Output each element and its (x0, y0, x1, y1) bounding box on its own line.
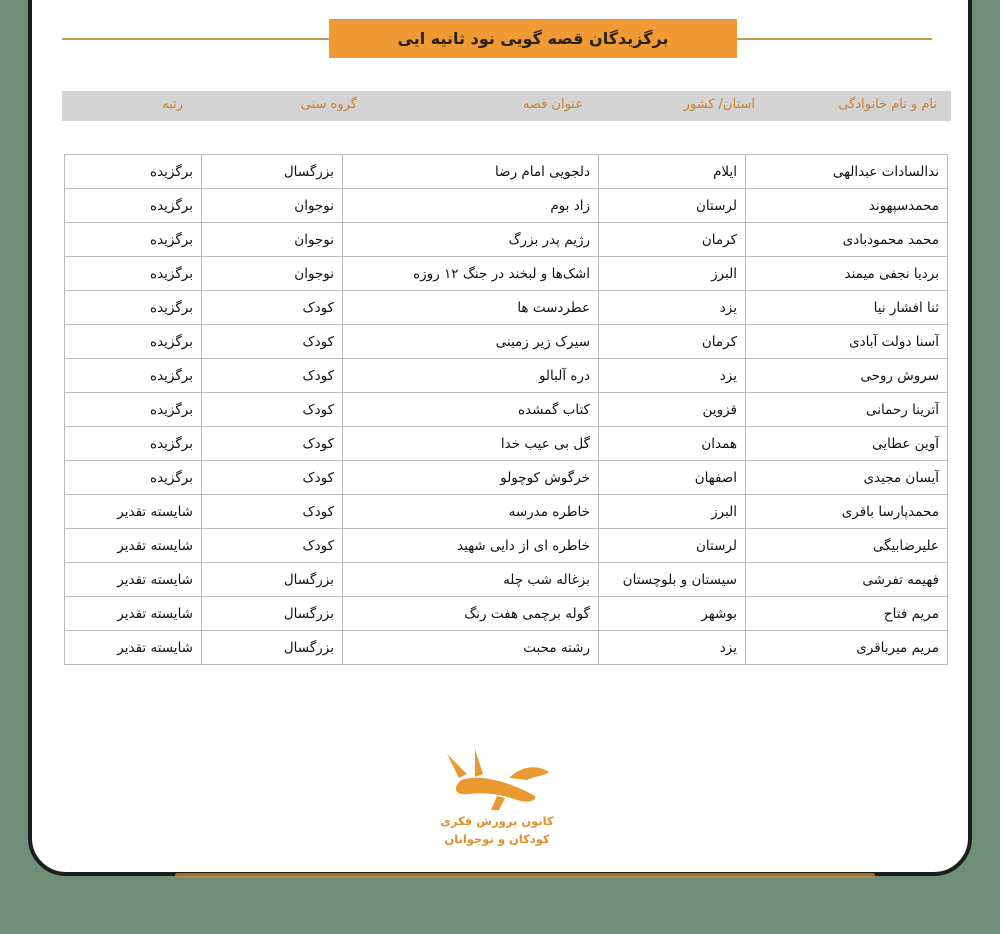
cell-province: البرز (599, 495, 746, 529)
table-row (65, 631, 948, 665)
cell-rank: برگزیده (65, 427, 202, 461)
kanoon-bird-logo-icon (417, 744, 577, 814)
cell-rank: شایسته تقدیر (65, 529, 202, 563)
cell-name: آسنا دولت آبادی (746, 325, 948, 359)
cell-story: گوله برچمی هفت رنگ (343, 597, 599, 631)
cell-province: اصفهان (599, 461, 746, 495)
cell-name: آیسان مجیدی (746, 461, 948, 495)
cell-rank: برگزیده (65, 359, 202, 393)
cell-rank: برگزیده (65, 257, 202, 291)
header-rank: رتبه (162, 97, 183, 112)
table-row (65, 359, 948, 393)
cell-story: بزغاله شب چله (343, 563, 599, 597)
cell-rank: برگزیده (65, 189, 202, 223)
cell-rank: برگزیده (65, 461, 202, 495)
cell-province: سیستان و بلوچستان (599, 563, 746, 597)
table-row (65, 495, 948, 529)
cell-age-group: کودک (202, 393, 343, 427)
cell-story: خرگوش کوچولو (343, 461, 599, 495)
column-header-bar (62, 91, 951, 121)
cell-name: مریم میرباقری (746, 631, 948, 665)
cell-rank: برگزیده (65, 155, 202, 189)
cell-province: یزد (599, 359, 746, 393)
cell-province: همدان (599, 427, 746, 461)
cell-age-group: کودک (202, 529, 343, 563)
cell-province: یزد (599, 291, 746, 325)
header-story: عنوان قصه (522, 97, 583, 112)
cell-name: فهیمه تفرشی (746, 563, 948, 597)
cell-age-group: کودک (202, 461, 343, 495)
cell-age-group: نوجوان (202, 223, 343, 257)
cell-rank: برگزیده (65, 291, 202, 325)
table-row (65, 461, 948, 495)
logo-line-2: کودکان و نوجوانان (444, 832, 550, 846)
table-row (65, 529, 948, 563)
cell-age-group: کودک (202, 325, 343, 359)
cell-name: محمدسپهوند (746, 189, 948, 223)
cell-rank: شایسته تقدیر (65, 495, 202, 529)
cell-age-group: نوجوان (202, 189, 343, 223)
cell-name: بردیا نجفی میمند (746, 257, 948, 291)
cell-age-group: نوجوان (202, 257, 343, 291)
cell-province: ایلام (599, 155, 746, 189)
cell-province: البرز (599, 257, 746, 291)
table-row (65, 291, 948, 325)
table-row (65, 155, 948, 189)
cell-rank: برگزیده (65, 325, 202, 359)
cell-province: یزد (599, 631, 746, 665)
cell-province: بوشهر (599, 597, 746, 631)
cell-province: کرمان (599, 325, 746, 359)
cell-name: مریم فتاح (746, 597, 948, 631)
cell-story: گل بی عیب خدا (343, 427, 599, 461)
cell-story: زاد بوم (343, 189, 599, 223)
cell-name: ثنا افشار نیا (746, 291, 948, 325)
cell-name: محمدپارسا باقری (746, 495, 948, 529)
cell-story: سیرک زیر زمینی (343, 325, 599, 359)
winners-table (64, 154, 948, 665)
cell-story: عطردست ها (343, 291, 599, 325)
table-row (65, 257, 948, 291)
kanoon-logo (417, 744, 577, 854)
cell-age-group: بزرگسال (202, 597, 343, 631)
cell-age-group: کودک (202, 427, 343, 461)
cell-age-group: کودک (202, 291, 343, 325)
cell-name: آترینا رحمانی (746, 393, 948, 427)
table-row (65, 563, 948, 597)
cell-name: علیرضابیگی (746, 529, 948, 563)
page-title: برگزیدگان قصه گویی نود ثانیه ایی (329, 19, 737, 58)
cell-rank: برگزیده (65, 393, 202, 427)
cell-name: محمد محمودبادی (746, 223, 948, 257)
table-row (65, 189, 948, 223)
cell-age-group: بزرگسال (202, 563, 343, 597)
cell-age-group: بزرگسال (202, 631, 343, 665)
table-row (65, 325, 948, 359)
cell-rank: برگزیده (65, 223, 202, 257)
cell-rank: شایسته تقدیر (65, 631, 202, 665)
cell-story: رژیم پدر بزرگ (343, 223, 599, 257)
header-province: استان/ کشور (683, 97, 755, 112)
header-age-group: گروه سنی (300, 97, 357, 112)
cell-age-group: کودک (202, 495, 343, 529)
bottom-stripe (175, 873, 875, 878)
cell-story: کتاب گمشده (343, 393, 599, 427)
cell-story: خاطره ای از دایی شهید (343, 529, 599, 563)
cell-province: لرستان (599, 189, 746, 223)
cell-name: سروش روحی (746, 359, 948, 393)
cell-story: دلجویی امام رضا (343, 155, 599, 189)
cell-story: اشک‌ها و لبخند در جنگ ۱۲ روزه (343, 257, 599, 291)
table-row (65, 223, 948, 257)
cell-name: آوین عطایی (746, 427, 948, 461)
cell-age-group: بزرگسال (202, 155, 343, 189)
cell-name: ندالسادات عبدالهی (746, 155, 948, 189)
cell-story: خاطره مدرسه (343, 495, 599, 529)
cell-age-group: کودک (202, 359, 343, 393)
cell-province: قزوین (599, 393, 746, 427)
cell-story: رشته محبت (343, 631, 599, 665)
table-row (65, 427, 948, 461)
table-row (65, 597, 948, 631)
table-row (65, 393, 948, 427)
logo-line-1: کانون پرورش فکری (440, 814, 554, 828)
cell-rank: شایسته تقدیر (65, 563, 202, 597)
cell-story: دره آلبالو (343, 359, 599, 393)
cell-province: کرمان (599, 223, 746, 257)
cell-rank: شایسته تقدیر (65, 597, 202, 631)
title-banner (62, 19, 932, 59)
cell-province: لرستان (599, 529, 746, 563)
header-name: نام و نام خانوادگی (838, 97, 937, 112)
winners-table-body (65, 155, 948, 665)
